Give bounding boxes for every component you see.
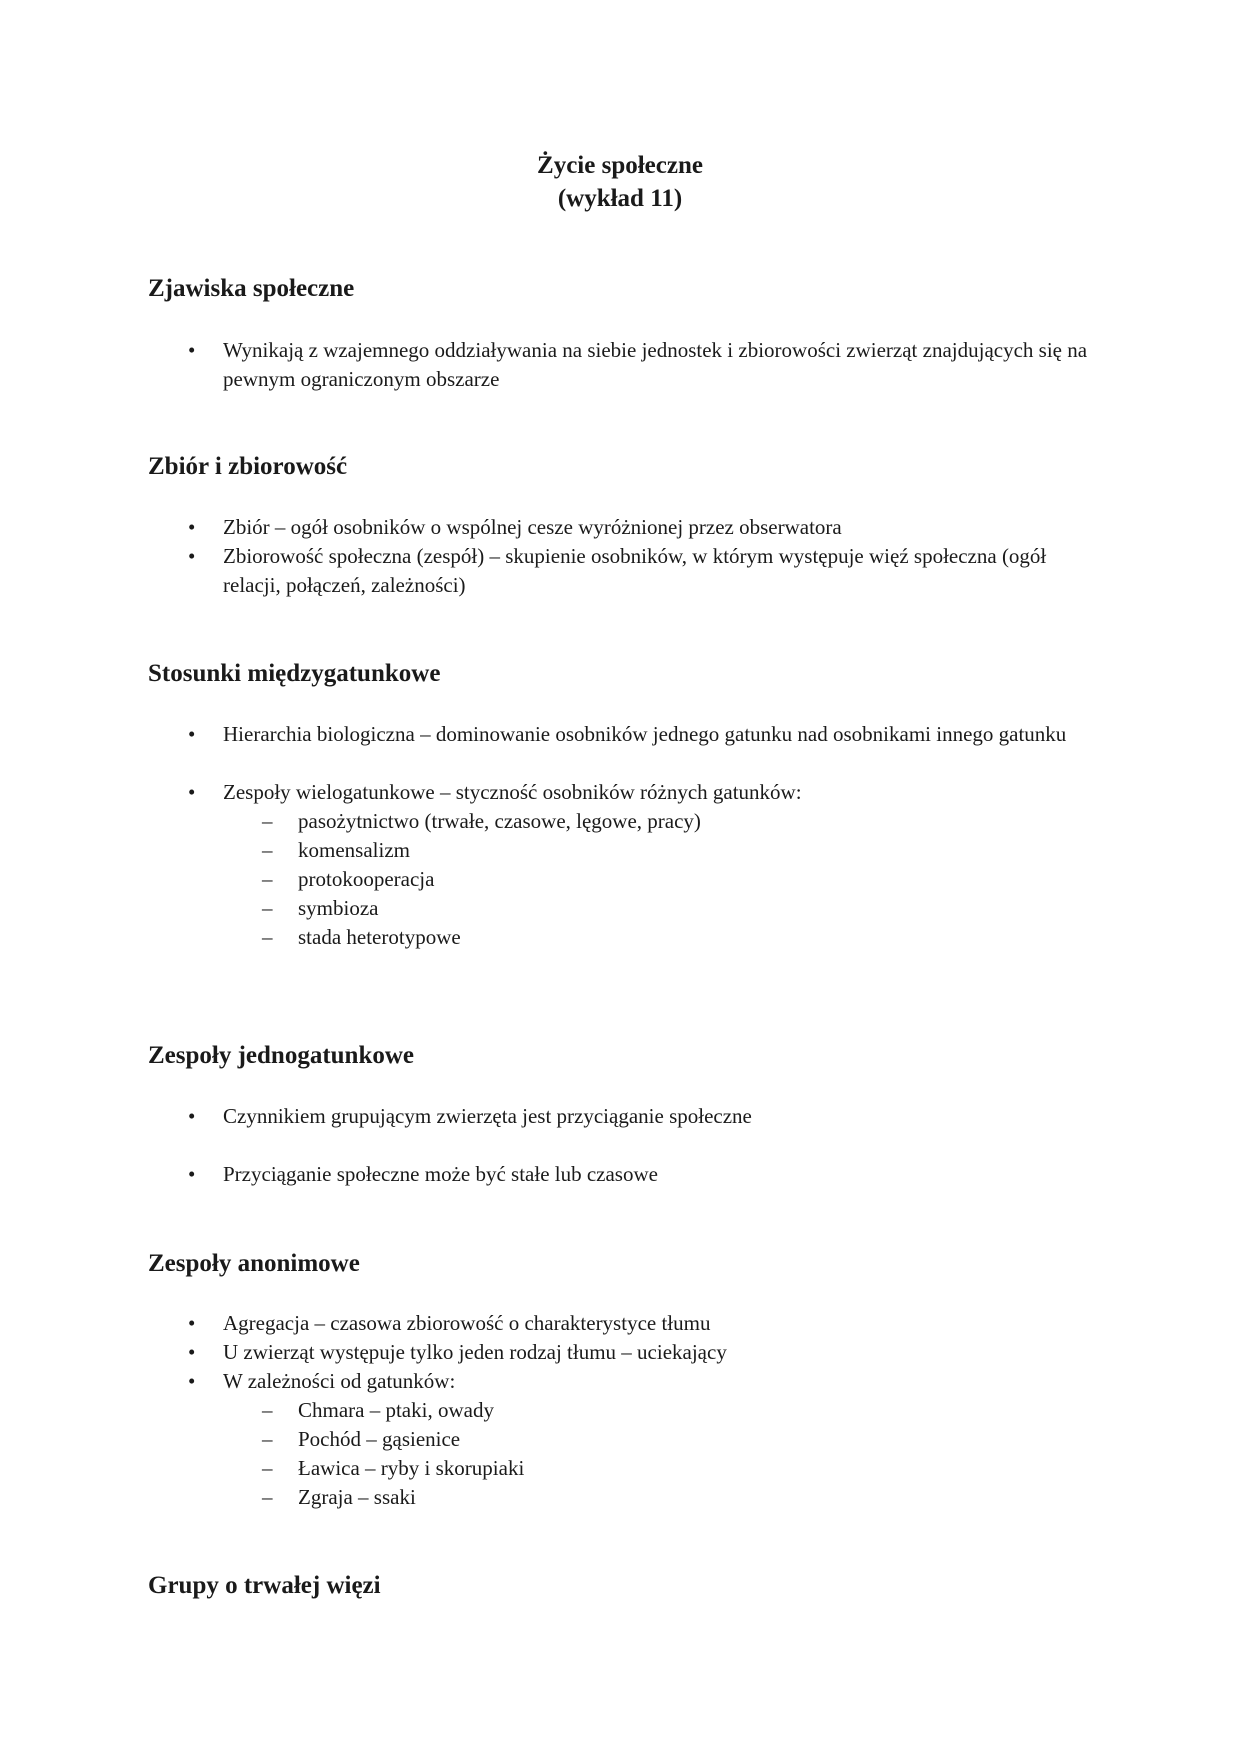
document-title-line2: (wykład 11) — [557, 185, 683, 212]
dash-icon: – — [262, 1427, 273, 1451]
list-item: • U zwierząt występuje tylko jeden rodzaj tłumu – uciekający — [188, 1338, 1088, 1367]
bullet-icon: • — [188, 515, 196, 539]
section-heading-grupy: Grupy o trwałej więzi — [148, 1572, 381, 1599]
bullet-icon: • — [188, 1340, 196, 1364]
list-item: • Przyciąganie społeczne może być stałe lub czasowe — [188, 1160, 1088, 1189]
section-heading-stosunki: Stosunki międzygatunkowe — [148, 660, 441, 687]
dash-icon: – — [262, 809, 273, 833]
sub-list-item: – symbioza — [262, 894, 378, 923]
list-item: • Zespoły wielogatunkowe – styczność osobników różnych gatunków: — [188, 778, 1088, 807]
dash-icon: – — [262, 1456, 273, 1480]
bullet-icon: • — [188, 1311, 196, 1335]
list-item: • Agregacja – czasowa zbiorowość o charakterystyce tłumu — [188, 1309, 1088, 1338]
sub-list-item: – Zgraja – ssaki — [262, 1483, 416, 1512]
list-item: • Czynnikiem grupującym zwierzęta jest przyciąganie społeczne — [188, 1102, 1088, 1131]
bullet-icon: • — [188, 1162, 196, 1186]
bullet-icon: • — [188, 544, 196, 568]
bullet-icon: • — [188, 780, 196, 804]
dash-icon: – — [262, 838, 273, 862]
sub-list-item: – komensalizm — [262, 836, 410, 865]
list-item: • Zbiorowość społeczna (zespół) – skupienie osobników, w którym występuje więź społeczna (ogół relacji, połączeń, zależności) — [188, 544, 1047, 597]
bullet-icon: • — [188, 1104, 196, 1128]
bullet-icon: • — [188, 338, 196, 362]
list-item: • W zależności od gatunków: — [188, 1367, 1088, 1396]
list-item: • Zbiór – ogół osobników o wspólnej cesze wyróżnionej przez obserwatora — [188, 513, 1088, 542]
sub-list-item: – protokooperacja — [262, 865, 434, 894]
sub-list-item: – Ławica – ryby i skorupiaki — [262, 1454, 524, 1483]
list-item: • Wynikają z wzajemnego oddziaływania na siebie jednostek i zbiorowości zwierząt znajdujących się na pewnym ograniczonym obszarze — [188, 338, 1088, 391]
section-heading-zjawiska: Zjawiska społeczne — [148, 275, 355, 302]
dash-icon: – — [262, 925, 273, 949]
bullet-icon: • — [188, 722, 196, 746]
sub-list-item: – pasożytnictwo (trwałe, czasowe, lęgowe, pracy) — [262, 807, 701, 836]
dash-icon: – — [262, 1485, 273, 1509]
dash-icon: – — [262, 896, 273, 920]
sub-list-item: – Chmara – ptaki, owady — [262, 1396, 494, 1425]
document-title-line1: Życie społeczne — [537, 152, 703, 179]
dash-icon: – — [262, 867, 273, 891]
list-item: • Hierarchia biologiczna – dominowanie osobników jednego gatunku nad osobnikami innego gatunku — [188, 720, 1088, 749]
section-heading-jednogatunkowe: Zespoły jednogatunkowe — [148, 1042, 415, 1069]
dash-icon: – — [262, 1398, 273, 1422]
sub-list-item: – stada heterotypowe — [262, 923, 461, 952]
section-heading-anonimowe: Zespoły anonimowe — [148, 1250, 360, 1277]
section-heading-zbior: Zbiór i zbiorowość — [148, 453, 348, 480]
sub-list-item: – Pochód – gąsienice — [262, 1425, 460, 1454]
bullet-icon: • — [188, 1369, 196, 1393]
